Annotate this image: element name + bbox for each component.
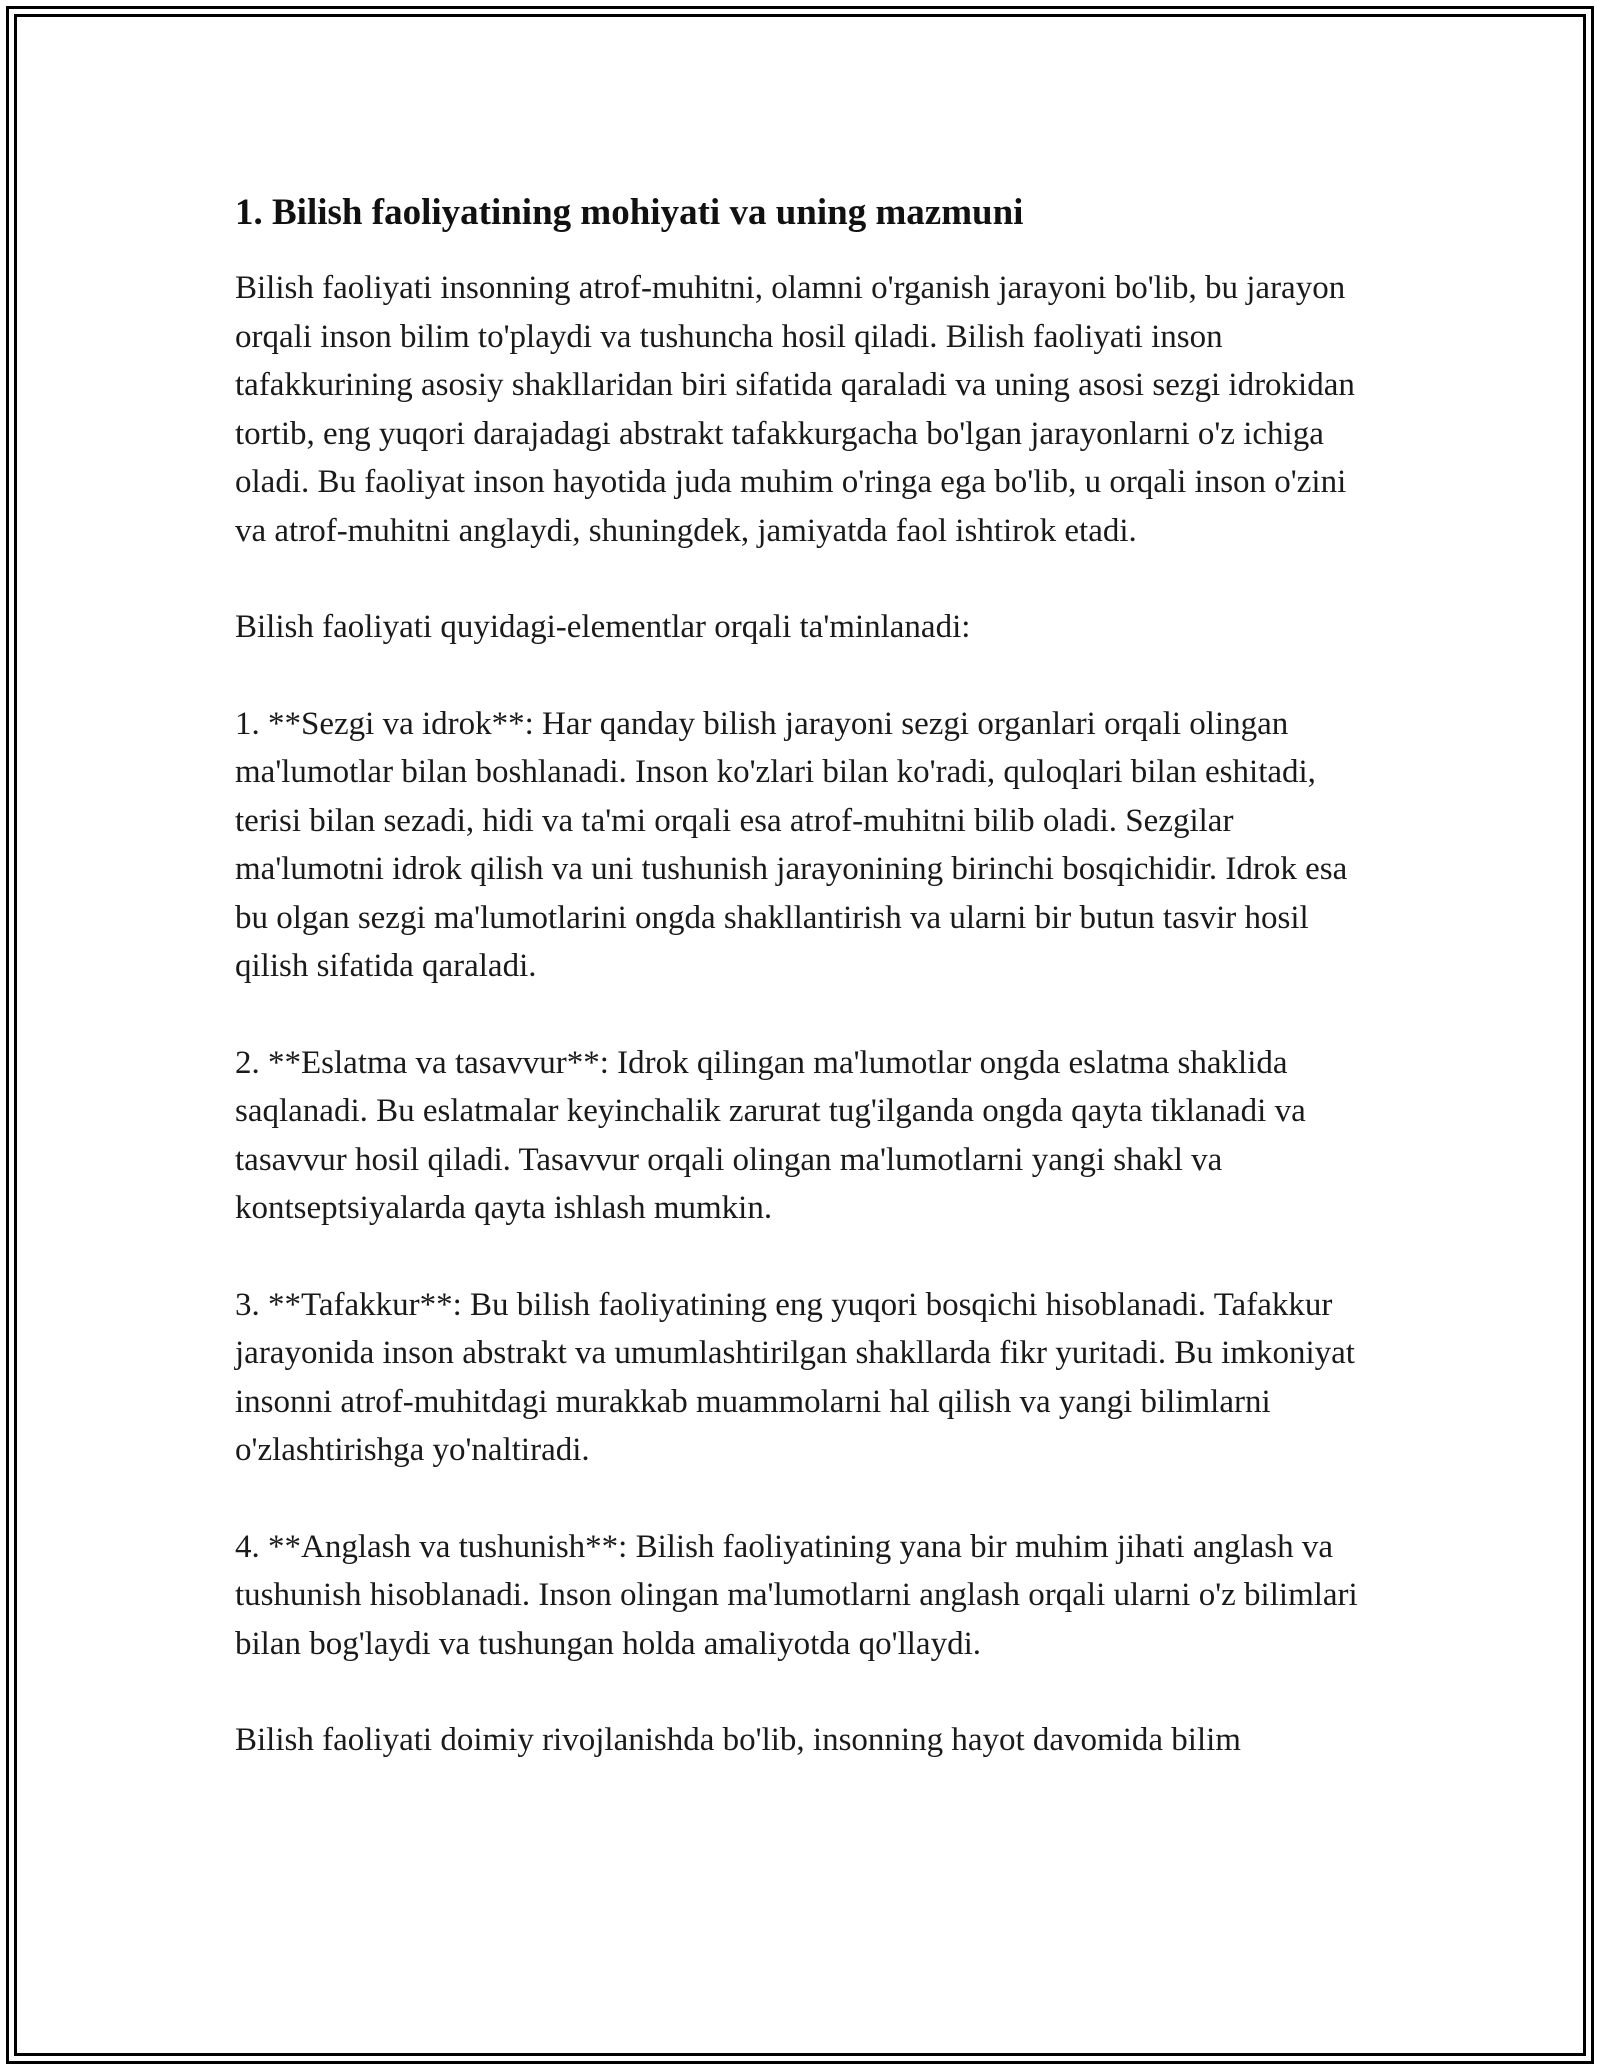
paragraph-item-3: 3. **Tafakkur**: Bu bilish faoliyatining eng yuqori bosqichi hisoblanadi. Tafakkur jarayonida inson abstrakt va umumlashtirilgan shakllarda fikr yuritadi. Bu imkoniyat insonni atrof-muhitdagi murakkab muammolarni hal qilish va yangi bilimlarni o'zlashtirishga yo'naltiradi. (235, 1286, 1355, 1468)
section-heading: 1. Bilish faoliyatining mohiyati va uning mazmuni (235, 192, 1024, 233)
paragraph-item-2: 2. **Eslatma va tasavvur**: Idrok qilingan ma'lumotlar ongda eslatma shaklida saqlanadi. Bu eslatmalar keyinchalik zarurat tug'ilganda ongda qayta tiklanadi va tasavvur hosil qiladi. Tasavvur orqali olingan ma'lumotlarni yangi shakl va kontseptsiyalarda qayta ishlash mumkin. (235, 1044, 1306, 1226)
paragraph-item-1: 1. **Sezgi va idrok**: Har qanday bilish jarayoni sezgi organlari orqali olingan ma'lumotlar bilan boshlanadi. Inson ko'zlari bilan ko'radi, quloqlari bilan eshitadi, terisi bilan sezadi, hidi va ta'mi orqali esa atrof-muhitni bilib oladi. Sezgilar ma'lumotni idrok qilish va uni tushunish jarayonining birinchi bosqichidir. Idrok esa bu olgan sezgi ma'lumotlarini ongda shakllantirish va ularni bir butun tasvir hosil qilish sifatida qaraladi. (235, 705, 1348, 984)
paragraph-intro: Bilish faoliyati insonning atrof-muhitni, olamni o'rganish jarayoni bo'lib, bu jarayon orqali inson bilim to'playdi va tushuncha hosil qiladi. Bilish faoliyati inson tafakkurining asosiy shakllaridan biri sifatida qaraladi va uning asosi sezgi idrokidan tortib, eng yuqori darajadagi abstrakt tafakkurgacha bo'lgan jarayonlarni o'z ichiga oladi. Bu faoliyat inson hayotida juda muhim o'ringa ega bo'lib, u orqali inson o'zini va atrof-muhitni anglaydi, shuningdek, jamiyatda faol ishtirok etadi. (235, 270, 1355, 549)
paragraph-closing: Bilish faoliyati doimiy rivojlanishda bo'lib, insonning hayot davomida bilim (235, 1722, 1241, 1758)
document-body (235, 190, 1375, 1813)
paragraph-elements-lead: Bilish faoliyati quyidagi-elementlar orqali ta'minlanadi: (235, 609, 971, 645)
paragraph-item-4: 4. **Anglash va tushunish**: Bilish faoliyatining yana bir muhim jihati anglash va tushunish hisoblanadi. Inson olingan ma'lumotlarni anglash orqali ularni o'z bilimlari bilan bog'laydi va tushungan holda amaliyotda qo'llaydi. (235, 1528, 1358, 1662)
